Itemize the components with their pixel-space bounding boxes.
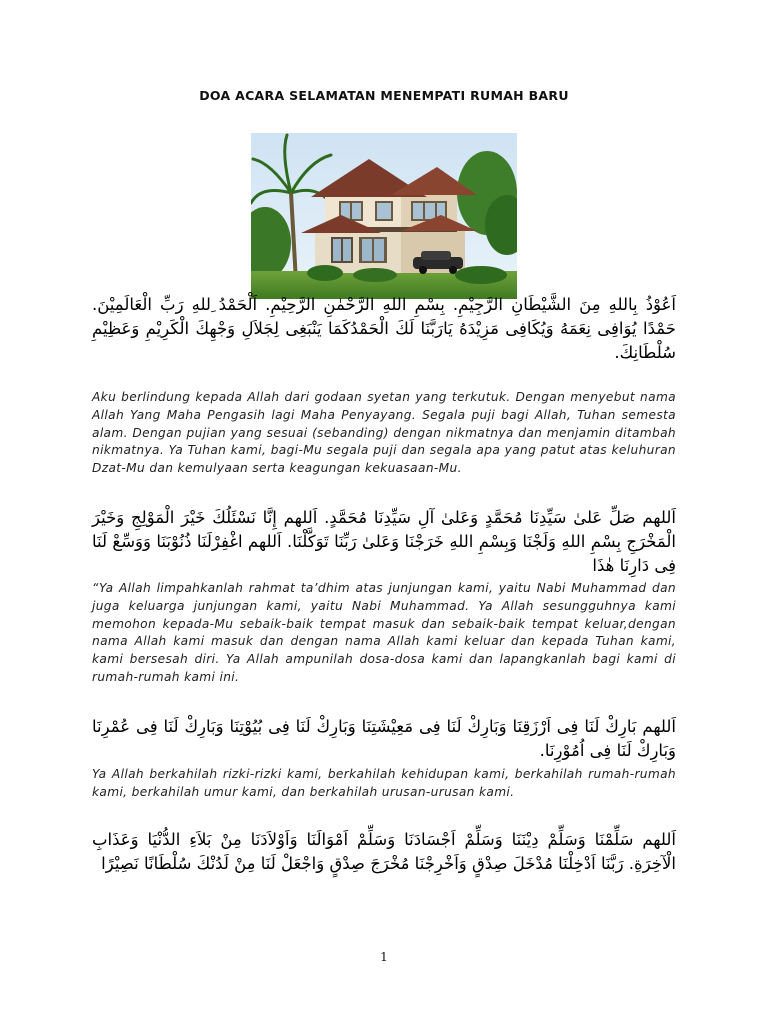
page-title: DOA ACARA SELAMATAN MENEMPATI RUMAH BARU [199,88,569,103]
arabic-prayer-protection: اَللهم سَلِّمْنَا وَسَلِّمْ دِيْنَنَا وَسَلِّمْ اَجْسَادَنَا وَسَلِّمْ اَمْوَالَنَا وَاَوْلاَدَنَا مِنْ بَلاَءِ الدُّنْيَا وَعَذَابِ الْآخِرَةِ. رَبَّنَا اَدْخِلْنَا مُدْخَلَ صِدْقٍ وَاَخْرِجْنَا مُخْرَجَ صِدْقٍ وَاجْعَلْ لَنَا مِنْ لَدُنْكَ سُلْطَانًا نَصِيْرًا [92,830,676,873]
arabic-prayer-opening: اَعُوْذُ بِاللهِ مِنَ الشَّيْطَانِ الرَّجِيْمِ. بِسْمِ اللهِ الرَّحْمٰنِ الرَّحِيْمِ. اَلْحَمْدُ ِللهِ رَبِّ الْعَالَمِيْنَ. حَمْدًا يُوَافِى نِعَمَهُ وَيُكَافِى مَزِيْدَهُ يَارَبَّنَا لَكَ الْحَمْدُكَمَا يَنْبَغِى لِجَلاَلِ وَجْهِكَ الْكَرِيْمِ وَعَظِيْمِ سُلْطَانِكَ. [92,295,676,362]
arabic-prayer-blessings: اَللهم بَارِكْ لَنَا فِى اَرْزَقِنَا وَبَارِكْ لَنَا فِى مَعِيْشَتِنَا وَبَارِكْ لَنَا فِى بُيُوْتِنَا وَبَارِكْ لَنَا فِى عُمْرِنَا وَبَارِكْ لَنَا فِى اُمُوْرِنَا. [92,717,676,760]
arabic-prayer-entering-home: اَللهم صَلِّ عَلىٰ سَيِّدِنَا مُحَمَّدٍ وَعَلىٰ آلِ سَيِّدِنَا مُحَمَّدٍ. اَللهم إِنَّا نَسْئَلُكَ خَيْرَ الْمَوْلِجِ وَخَيْرَ الْمَخْرَجِ بِسْمِ اللهِ وَلَجْنَا وَبِسْمِ اللهِ خَرَجْنَا وَعَلىٰ رَبِّنَا تَوَكَّلْنَا. اَللهم اغْفِرْلَنَا ذُنُوْبَنَا وَوَسِّعْ لَنَا فِى دَارِنَا هٰذَا [92,508,676,575]
translation-entering-home: “Ya Allah limpahkanlah rahmat ta’dhim atas junjungan kami, yaitu Nabi Muhammad dan juga keluarga junjungan kami, yaitu Nabi Muhammad. Ya Allah sesungguhnya kami memohon kepada-Mu sebaik-baik tempat masuk dan sebaik-baik tempat keluar,dengan nama Allah kami masuk dan dengan nama Allah kami keluar dan kepada Tuhan kami, kami bersesah diri. Ya Allah ampunilah dosa-dosa kami dan lapangkanlah bagi kami di rumah-rumah kami ini. [92,581,676,684]
house-photo [251,133,517,299]
page-number: 1 [380,950,388,964]
translation-opening: Aku berlindung kepada Allah dari godaan syetan yang terkutuk. Dengan menyebut nama Allah Yang Maha Pengasih lagi Maha Penyayang. Segala puji bagi Allah, Tuhan semesta alam. Dengan pujian yang sesuai (sebanding) dengan nikmatnya dan menjamin ditambah nikmatnya. Ya Tuhan kami, bagi-Mu segala puji dan segala apa yang patut atas keluhuran Dzat-Mu dan kemulyaan serta keagungan kekuasaan-Mu. [92,390,676,476]
translation-blessings: Ya Allah berkahilah rizki-rizki kami, berkahilah kehidupan kami, berkahilah rumah-rumah kami, berkahilah umur kami, dan berkahilah urusan-urusan kami. [92,767,676,799]
